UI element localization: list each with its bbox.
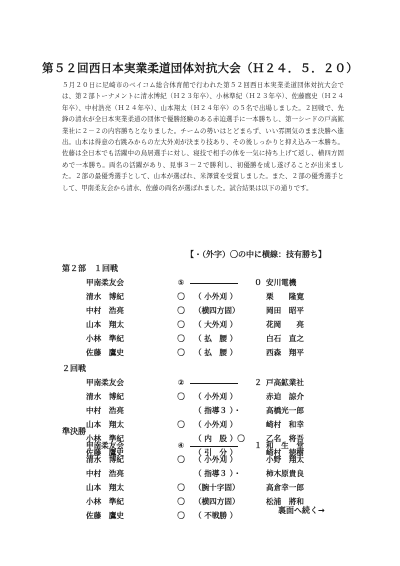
bout-row bbox=[62, 390, 304, 404]
left-player: 佐藤 鷹史 bbox=[86, 448, 124, 457]
win-mark: 〇 bbox=[177, 392, 185, 401]
left-player: 中村 浩亮 bbox=[86, 469, 124, 478]
team-left-name: 甲南柔友会 bbox=[86, 441, 124, 450]
win-mark: 〇 bbox=[177, 292, 185, 301]
team-right-score: ０ bbox=[254, 278, 262, 287]
team-row bbox=[62, 276, 297, 290]
technique: （ 引 分 ） bbox=[194, 448, 238, 457]
bout-row bbox=[62, 509, 238, 523]
round-title: ２回戦 bbox=[62, 364, 86, 373]
team-right-name: 安川電機 bbox=[266, 278, 297, 287]
technique: （ 小外刈 ） bbox=[194, 392, 238, 401]
win-mark: 〇 bbox=[177, 306, 185, 315]
report-paragraph: ５月２０日に尼崎市のベイコム総合体育館で行われた第５２回西日本実業柔道団体対抗大会では、第２部トーナメントに清水博紀（Ｈ２３年卒）、小林準紀（Ｈ２３年卒）、佐藤鷹史（Ｈ２４年卒）、中村浩亮（Ｈ２４年卒）、山本翔太（Ｈ２４年卒）の５名で出場しました。２回戦で、先鋒の清水が全日本実業柔道の団体で優勝経験のある赤迫選手に一本勝ちし、第一シードの戸高鉱業社に２－２の内容勝ちとなりました。チームの勢いはとどまらず、いい雰囲気のまま決勝へ進出。山本は得意の右跳みからの左大外刈が決まり技あり、その後しっかりと抑え込み一本勝ち。佐藤は全日本でも活躍中の烏居選手に対し、寝技で相手の体を一気に持ち上げて返し、横四方固めで一本勝ち。両名の活躍があり、見事３－２で勝利し、初優勝を成し遂げることが出来ました。２部の最優秀選手として、山本が選ばれ、米澤賞を受賞しました。また、２部の優秀選手として、甲南柔友会から清水、佐藤の両名が選ばれました。試合結果は以下の通りです。 bbox=[62, 81, 344, 192]
technique: （ 小外刈 ） bbox=[194, 420, 238, 429]
win-mark: 〇 bbox=[177, 483, 185, 492]
right-player: 崎村 徳樹 bbox=[266, 448, 304, 457]
team-left-score: ④ bbox=[177, 441, 185, 450]
team-left-score: ⑤ bbox=[177, 278, 185, 287]
bout-row bbox=[62, 404, 304, 418]
win-mark: 〇 bbox=[177, 497, 185, 506]
left-player: 佐藤 鷹史 bbox=[86, 511, 124, 520]
technique: （ 小外刈 ） bbox=[194, 292, 238, 301]
legend-note: 【・（外字）〇の中に横線：技有勝ち】 bbox=[186, 250, 326, 259]
right-player: 岡田 昭平 bbox=[266, 306, 304, 315]
page-title: 第５２回西日本実業柔道団体対抗大会（Ｈ２４．５．２０） bbox=[42, 61, 358, 75]
bout-row bbox=[62, 481, 304, 495]
team-left-score: ② bbox=[177, 378, 185, 387]
left-player: 小林 準紀 bbox=[86, 497, 124, 506]
right-player: 赤迫 諒介 bbox=[266, 392, 304, 401]
left-player: 山本 翔太 bbox=[86, 483, 124, 492]
right-player: 高倉幸一郎 bbox=[266, 483, 304, 492]
technique: （ 小外刈 ） bbox=[194, 455, 238, 464]
technique: （ 払 腰 ） bbox=[194, 334, 238, 343]
right-player: 高橋光一郎 bbox=[266, 406, 304, 415]
win-mark: 〇 bbox=[177, 455, 185, 464]
bout-row bbox=[62, 304, 304, 318]
left-player: 小林 準紀 bbox=[86, 334, 124, 343]
left-player: 山本 翔太 bbox=[86, 420, 124, 429]
right-player: 松浦 將和 bbox=[266, 497, 304, 506]
win-mark: 〇 bbox=[177, 511, 185, 520]
left-player: 清水 博紀 bbox=[86, 392, 124, 401]
left-player: 山本 翔太 bbox=[86, 320, 124, 329]
technique: （横四方固） bbox=[194, 497, 240, 506]
bout-row bbox=[62, 453, 304, 467]
left-player: 清水 博紀 bbox=[86, 455, 124, 464]
bout-row bbox=[62, 332, 304, 346]
right-player: 栗 隆寛 bbox=[266, 292, 304, 301]
team-right-score: ２ bbox=[254, 378, 262, 387]
right-player: 西森 翔平 bbox=[266, 348, 304, 357]
bout-row bbox=[62, 318, 304, 332]
round-title: 準決勝 bbox=[62, 427, 86, 436]
left-player: 佐藤 鷹史 bbox=[86, 348, 124, 357]
technique: （ 不戦勝 ） bbox=[194, 511, 238, 520]
left-player: 中村 浩亮 bbox=[86, 406, 124, 415]
team-right-score: １ bbox=[254, 441, 262, 450]
technique: （腕十字固） bbox=[194, 483, 240, 492]
right-player: 柿木原貴良 bbox=[266, 469, 304, 478]
right-player: 崎村 和幸 bbox=[266, 420, 304, 429]
right-player: 小野 翔太 bbox=[266, 455, 304, 464]
technique: （ 内 股 ）〇 bbox=[194, 434, 245, 443]
right-player: 花岡 亮 bbox=[266, 320, 304, 329]
left-player: 中村 浩亮 bbox=[86, 306, 124, 315]
round-1-results bbox=[62, 262, 304, 360]
score-line-divider bbox=[190, 446, 238, 447]
right-player: 乙名 将吾 bbox=[266, 434, 304, 443]
bout-row bbox=[62, 346, 304, 360]
score-line-divider bbox=[190, 283, 238, 284]
bout-row bbox=[62, 467, 304, 481]
win-mark: 〇 bbox=[177, 334, 185, 343]
technique: （ 指導３ ）・ bbox=[194, 469, 242, 478]
technique: （ 払 腰 ） bbox=[194, 348, 238, 357]
bout-row bbox=[62, 290, 304, 304]
score-line-divider bbox=[190, 383, 238, 384]
win-mark: 〇 bbox=[177, 348, 185, 357]
team-left-name: 甲南柔友会 bbox=[86, 378, 124, 387]
left-player: 清水 博紀 bbox=[86, 292, 124, 301]
team-left-name: 甲南柔友会 bbox=[86, 278, 124, 287]
left-player: 小林 準紀 bbox=[86, 434, 124, 443]
round-title: 第２部 １回戦 bbox=[62, 264, 118, 273]
win-mark: 〇 bbox=[177, 320, 185, 329]
technique: （横四方固） bbox=[194, 306, 240, 315]
technique: （ 大外刈 ） bbox=[194, 320, 238, 329]
team-right-name: 和 生 堂 bbox=[266, 441, 304, 450]
win-mark: 〇 bbox=[177, 420, 185, 429]
technique: （ 指導３ ）・ bbox=[194, 406, 242, 415]
team-row bbox=[62, 376, 304, 390]
bout-row bbox=[62, 495, 304, 509]
team-right-name: 戸高鉱業社 bbox=[266, 378, 304, 387]
right-player: 白石 直之 bbox=[266, 334, 304, 343]
continued-overleaf-link: 裏面へ続く→ bbox=[278, 506, 325, 515]
